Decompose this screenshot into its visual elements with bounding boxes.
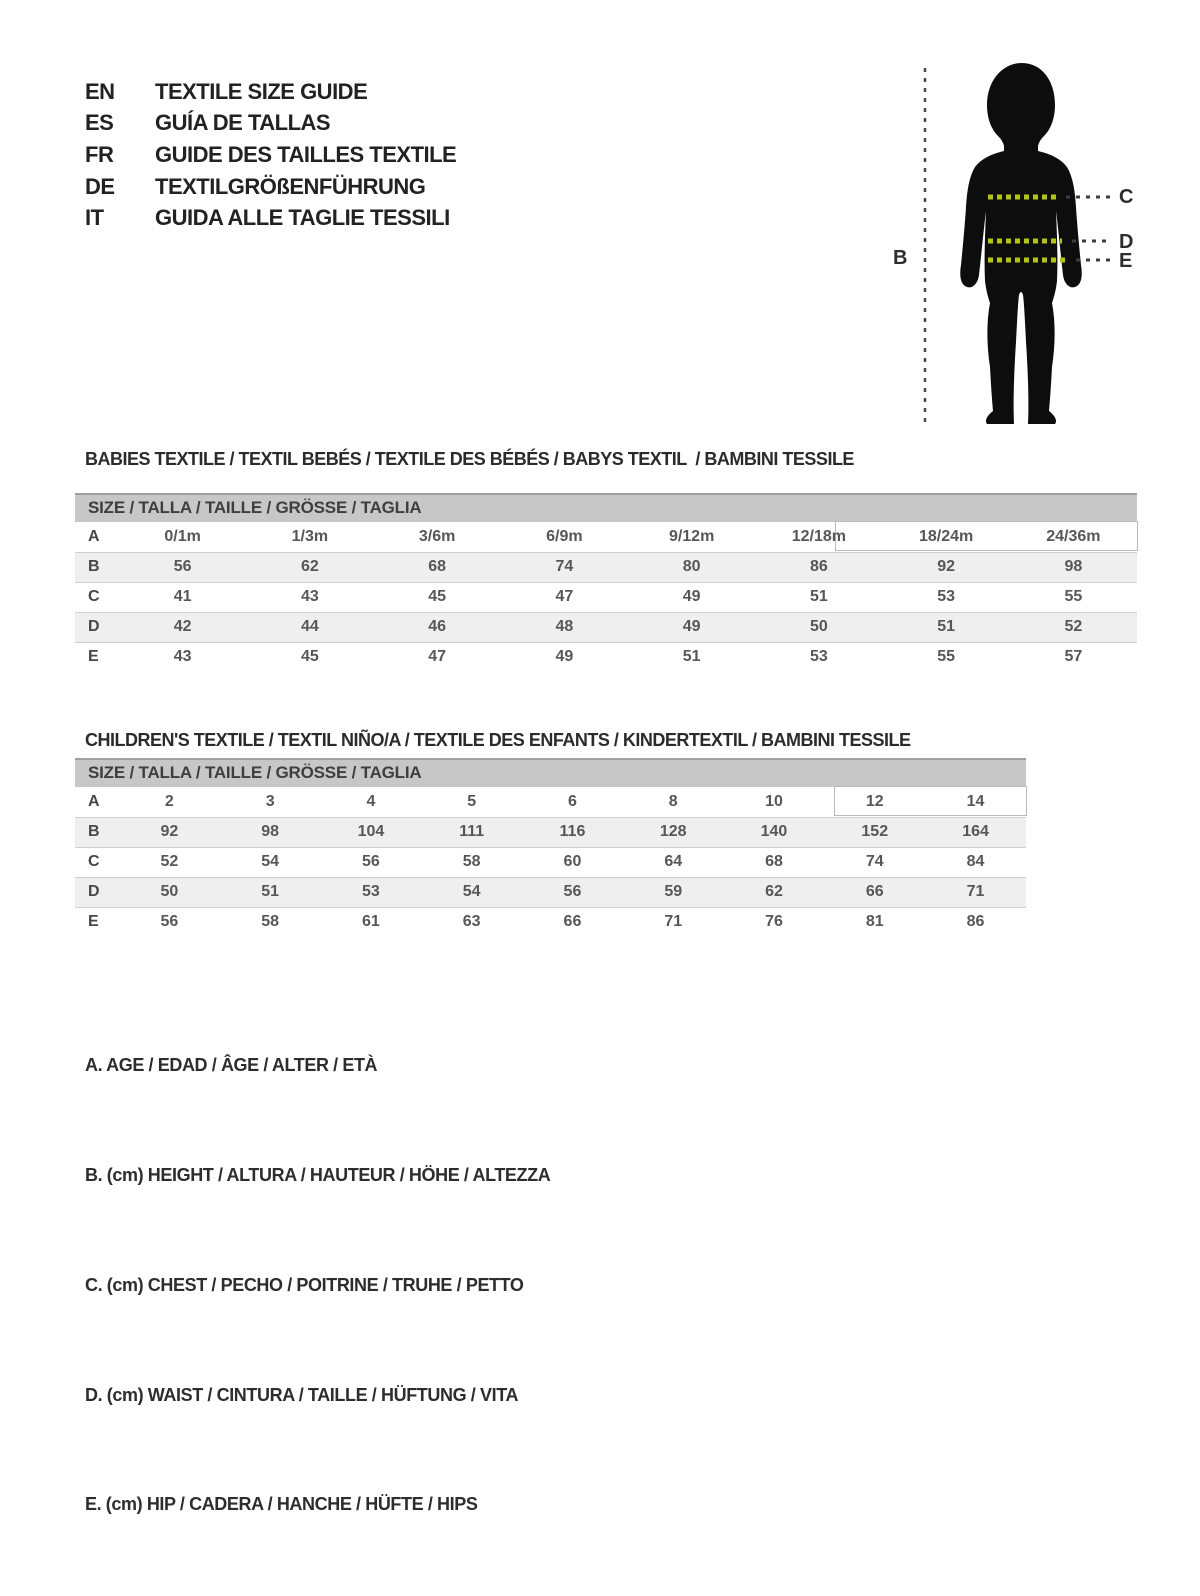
size-cell: 10 [765, 792, 783, 810]
guide-title: TEXTILE SIZE GUIDE [155, 78, 368, 104]
legend-item: A. AGE / EDAD / ÂGE / ALTER / ETÀ [85, 1055, 378, 1076]
row-label: B [88, 823, 100, 840]
size-cell: 164 [962, 823, 989, 840]
legend-item: B. (cm) HEIGHT / ALTURA / HAUTEUR / HÖHE / ALTEZZA [85, 1164, 551, 1185]
language-row [85, 108, 456, 140]
size-cell: 74 [555, 558, 574, 575]
size-cell: 58 [261, 913, 280, 931]
size-cell: 6 [567, 792, 577, 810]
size-cell: 56 [173, 558, 192, 575]
legend-item: E. (cm) HIP / CADERA / HANCHE / HÜFTE / HIPS [85, 1494, 478, 1515]
size-cell: 0/1m [164, 527, 201, 545]
size-cell: 52 [1064, 618, 1083, 635]
size-cell: 3 [265, 792, 275, 810]
table-row [75, 847, 1026, 877]
size-cell: 45 [300, 648, 319, 666]
row-label: A [88, 792, 100, 810]
size-cell: 98 [1064, 558, 1083, 575]
size-cell: 46 [428, 618, 447, 635]
size-cell: 111 [459, 823, 485, 840]
size-cell: 55 [937, 648, 956, 666]
size-cell: 6/9m [546, 527, 583, 545]
size-cell: 18/24m [918, 527, 974, 545]
table-row [75, 612, 1137, 642]
table-row [75, 877, 1026, 907]
babies-section-title: BABIES TEXTILE / TEXTIL BEBÉS / TEXTILE DES BÉBÉS / BABYS TEXTIL / BAMBINI TESSILE [85, 449, 854, 469]
size-cell: 9/12m [668, 527, 715, 545]
size-cell: 59 [664, 883, 683, 900]
size-cell: 56 [362, 853, 380, 870]
language-code: DE [85, 173, 115, 199]
size-cell: 51 [682, 648, 701, 666]
size-cell: 24/36m [1046, 527, 1101, 545]
size-cell: 8 [668, 792, 678, 810]
table-row [75, 817, 1026, 847]
size-cell: 3/6m [418, 527, 456, 545]
size-cell: 60 [563, 853, 582, 870]
size-cell: 51 [261, 883, 280, 900]
legend-item: D. (cm) WAIST / CINTURA / TAILLE / HÜFTUNG / VITA [85, 1384, 519, 1405]
waist-measure-label: D [1119, 231, 1133, 253]
table-row [75, 582, 1137, 612]
language-row [85, 202, 456, 234]
size-cell: 58 [462, 853, 481, 870]
size-cell: 61 [362, 913, 380, 931]
size-cell: 53 [362, 883, 380, 900]
child-measurement-figure [880, 50, 1180, 445]
size-cell: 64 [664, 853, 683, 870]
legend-item: C. (cm) CHEST / PECHO / POITRINE / TRUHE / PETTO [85, 1274, 524, 1295]
size-cell: 74 [865, 853, 884, 870]
size-cell: 49 [682, 618, 701, 635]
size-cell: 51 [937, 618, 956, 635]
language-row [85, 171, 456, 203]
row-label: E [88, 913, 99, 931]
row-label: E [88, 648, 99, 666]
children-size-table [75, 758, 1026, 937]
size-cell: 63 [462, 913, 481, 931]
size-cell: 49 [682, 588, 701, 605]
size-header-band: SIZE / TALLA / TAILLE / GRÖSSE / TAGLIA [75, 493, 1137, 522]
children-table [75, 787, 1026, 937]
size-cell: 53 [937, 588, 956, 605]
size-cell: 92 [937, 558, 956, 575]
row-label: A [88, 527, 100, 545]
size-cell: 55 [1064, 588, 1083, 605]
size-cell: 53 [809, 648, 828, 666]
language-row [85, 139, 456, 171]
size-cell: 1/3m [291, 527, 329, 545]
size-cell: 92 [160, 823, 179, 840]
size-cell: 71 [966, 883, 985, 900]
size-cell: 56 [563, 883, 582, 900]
size-cell: 62 [765, 883, 783, 900]
size-cell: 84 [966, 853, 985, 870]
table-row [75, 552, 1137, 582]
language-title-list [85, 76, 456, 234]
size-cell: 98 [261, 823, 280, 840]
language-row [85, 76, 456, 108]
height-measure-label: B [893, 247, 907, 269]
size-cell: 5 [467, 792, 477, 810]
table-row [75, 522, 1137, 552]
size-cell: 51 [809, 588, 828, 605]
measurement-legend [85, 974, 550, 1596]
size-cell: 4 [366, 792, 376, 810]
language-code: IT [85, 205, 104, 231]
language-code: ES [85, 110, 114, 136]
row-label: C [88, 853, 100, 870]
size-cell: 47 [428, 648, 447, 666]
size-cell: 76 [765, 913, 783, 931]
size-cell: 12 [865, 792, 884, 810]
size-cell: 68 [428, 558, 447, 575]
size-cell: 49 [555, 648, 574, 666]
size-cell: 54 [462, 883, 481, 900]
figure-canvas [880, 50, 1180, 445]
chest-measure-label: C [1119, 186, 1133, 208]
size-cell: 50 [160, 883, 179, 900]
table-row [75, 787, 1026, 817]
size-cell: 48 [555, 618, 574, 635]
row-label: B [88, 558, 100, 575]
size-cell: 152 [861, 823, 889, 840]
size-cell: 68 [765, 853, 783, 870]
language-code: EN [85, 78, 115, 104]
size-cell: 86 [966, 913, 985, 931]
size-cell: 2 [164, 792, 174, 810]
size-cell: 52 [160, 853, 179, 870]
babies-table [75, 522, 1137, 672]
guide-title: GUIDA ALLE TAGLIE TESSILI [155, 205, 450, 231]
size-cell: 66 [865, 883, 884, 900]
size-header-band: SIZE / TALLA / TAILLE / GRÖSSE / TAGLIA [75, 758, 1026, 787]
language-code: FR [85, 141, 114, 167]
size-cell: 43 [173, 648, 192, 666]
hip-measure-label: E [1119, 250, 1132, 272]
table-row [75, 642, 1137, 672]
babies-size-table [75, 493, 1137, 672]
size-cell: 71 [664, 913, 683, 931]
size-cell: 81 [865, 913, 884, 931]
size-cell: 62 [300, 558, 319, 575]
size-cell: 14 [966, 792, 985, 810]
size-cell: 56 [160, 913, 179, 931]
size-cell: 140 [760, 823, 788, 840]
size-cell: 116 [559, 823, 586, 840]
size-cell: 104 [357, 823, 385, 840]
guide-title: GUIDE DES TAILLES TEXTILE [155, 141, 457, 167]
size-cell: 47 [555, 588, 574, 605]
child-silhouette [960, 63, 1082, 424]
row-label: C [88, 588, 100, 605]
children-section-title: CHILDREN'S TEXTILE / TEXTIL NIÑO/A / TEXTILE DES ENFANTS / KINDERTEXTIL / BAMBINI TESSILE [85, 730, 911, 750]
size-cell: 43 [300, 588, 319, 605]
size-cell: 45 [428, 588, 447, 605]
size-cell: 44 [300, 618, 319, 635]
size-cell: 41 [173, 588, 192, 605]
guide-title: GUÍA DE TALLAS [155, 110, 331, 136]
row-label: D [88, 618, 100, 635]
size-cell: 12/18m [791, 527, 846, 545]
size-cell: 66 [563, 913, 582, 931]
size-cell: 42 [173, 618, 192, 635]
size-cell: 86 [809, 558, 828, 575]
table-row [75, 907, 1026, 937]
size-cell: 80 [682, 558, 701, 575]
size-cell: 50 [809, 618, 828, 635]
size-cell: 57 [1064, 648, 1083, 666]
row-label: D [88, 883, 100, 900]
size-cell: 54 [261, 853, 280, 870]
guide-title: TEXTILGRÖßENFÜHRUNG [155, 173, 426, 199]
size-cell: 128 [659, 823, 687, 840]
